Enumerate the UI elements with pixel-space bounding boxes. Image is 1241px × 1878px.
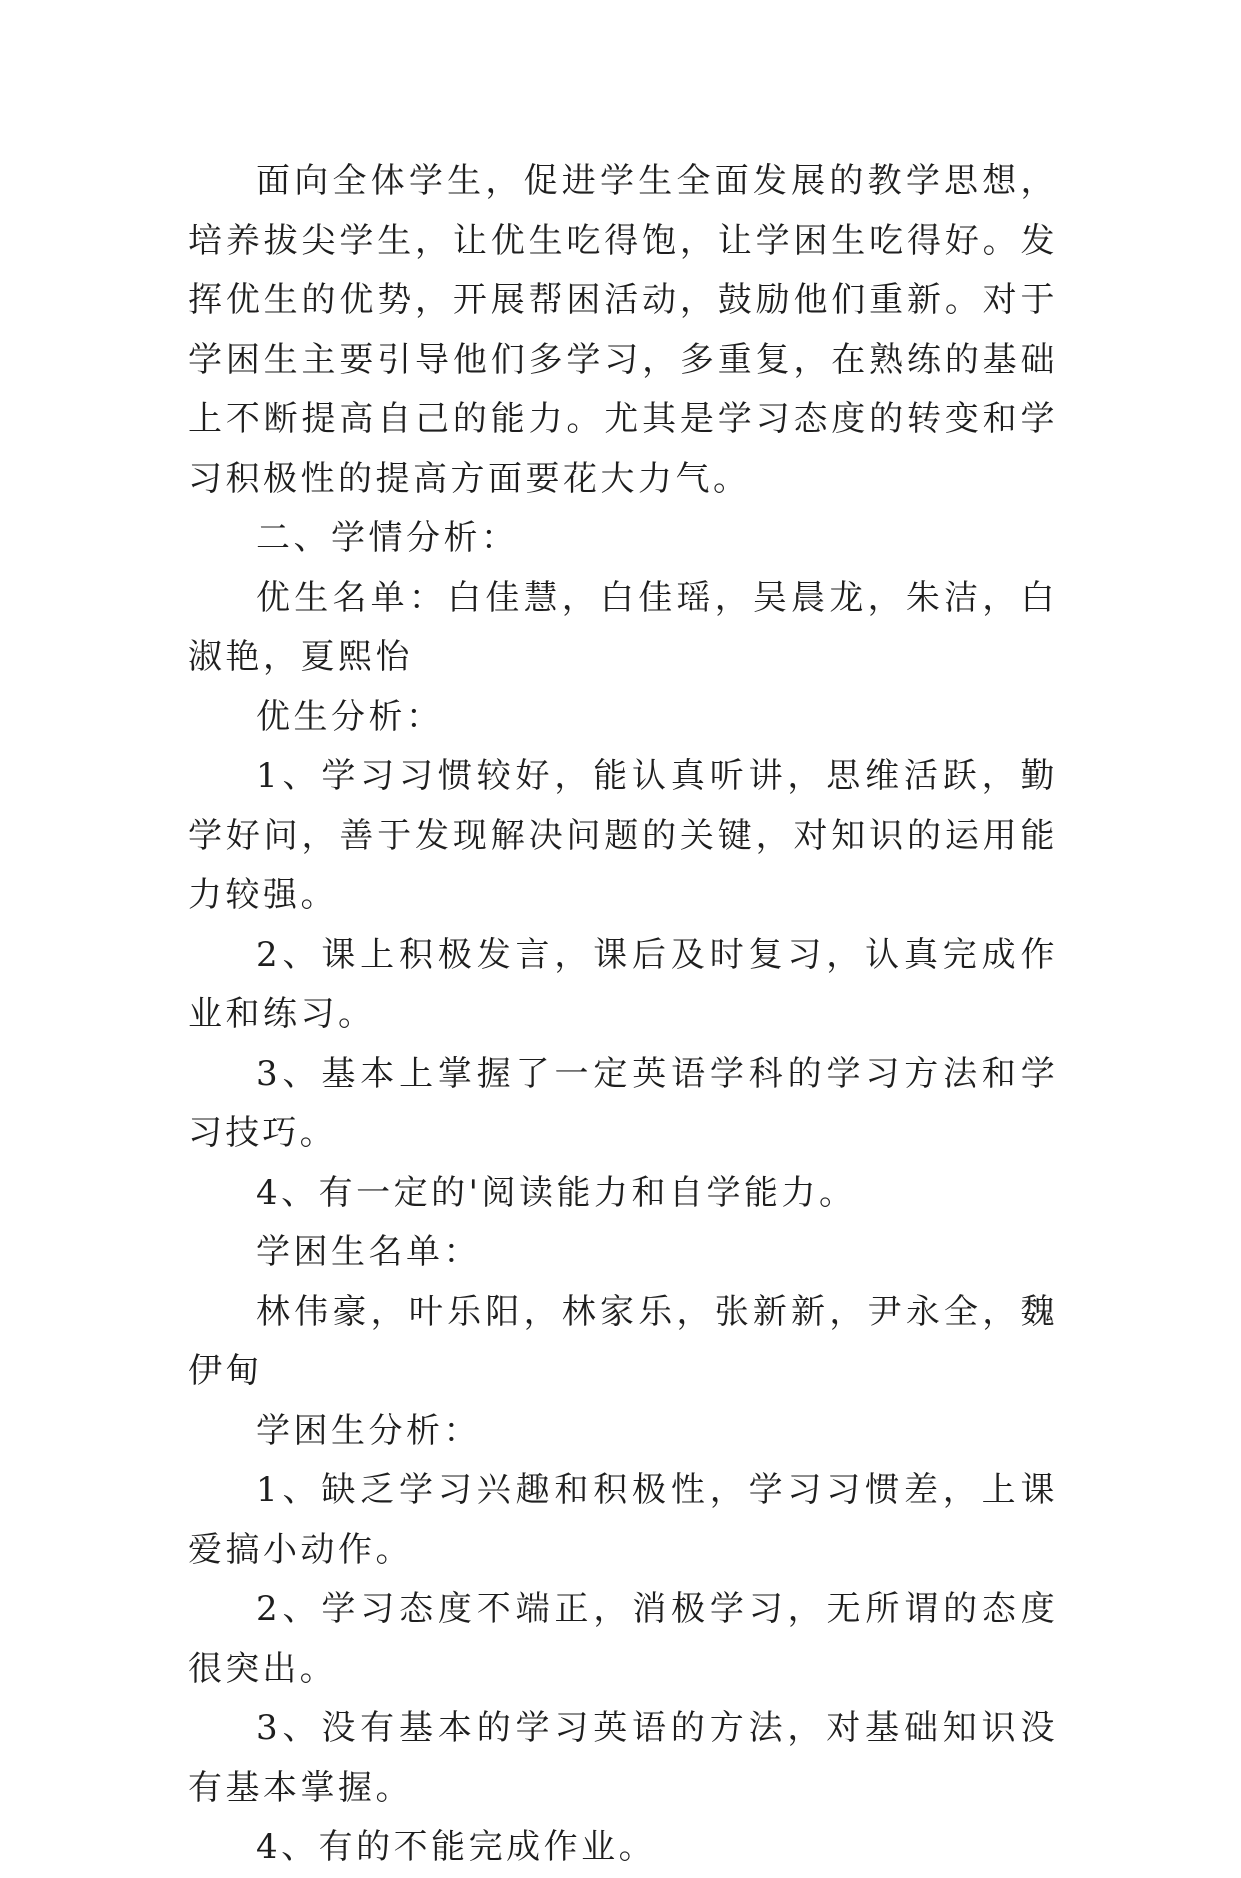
top-students-analysis-heading: 优生分析： (256, 696, 444, 737)
struggling-students-list: 林伟豪，叶乐阳，林家乐，张新新，尹永全，魏伊甸 (188, 1291, 1058, 1391)
section-heading-student-analysis: 二、学情分析： (256, 518, 519, 558)
struggling-students-point-3: 3、没有基本的学习英语的方法，对基础知识没有基本掌握。 (188, 1708, 1058, 1808)
struggling-students-point-2: 2、学习态度不端正，消极学习，无所谓的态度很突出。 (188, 1589, 1058, 1689)
paragraph-teaching-philosophy: 面向全体学生，促进学生全面发展的教学思想，培养拔尖学生，让优生吃得饱，让学困生吃得好。发挥优生的优势，开展帮困活动，鼓励他们重新。对于学困生主要引导他们多学习，多重复，在熟练的基础上不断提高自己的能力。尤其是学习态度的转变和学习积极性的提高方面要花大力气。 (188, 161, 1058, 499)
struggling-students-point-4: 4、有的不能完成作业。 (256, 1827, 657, 1867)
struggling-students-analysis-heading: 学困生分析： (256, 1410, 481, 1451)
top-students-point-2: 2、课上积极发言，课后及时复习，认真完成作业和练习。 (188, 934, 1058, 1034)
top-students-point-4: 4、有一定的'阅读能力和自学能力。 (256, 1172, 857, 1213)
struggling-students-list-heading: 学困生名单： (256, 1232, 481, 1272)
top-students-point-3: 3、基本上掌握了一定英语学科的学习方法和学习技巧。 (188, 1053, 1058, 1153)
top-students-list: 优生名单：白佳慧，白佳瑶，吴晨龙，朱洁，白淑艳，夏熙怡 (188, 577, 1058, 677)
struggling-students-point-1: 1、缺乏学习兴趣和积极性，学习习惯差，上课爱搞小动作。 (188, 1470, 1058, 1570)
top-students-point-1: 1、学习习惯较好，能认真听讲，思维活跃，勤学好问，善于发现解决问题的关键，对知识的运用能力较强。 (188, 756, 1058, 915)
document-body (188, 152, 1058, 1878)
